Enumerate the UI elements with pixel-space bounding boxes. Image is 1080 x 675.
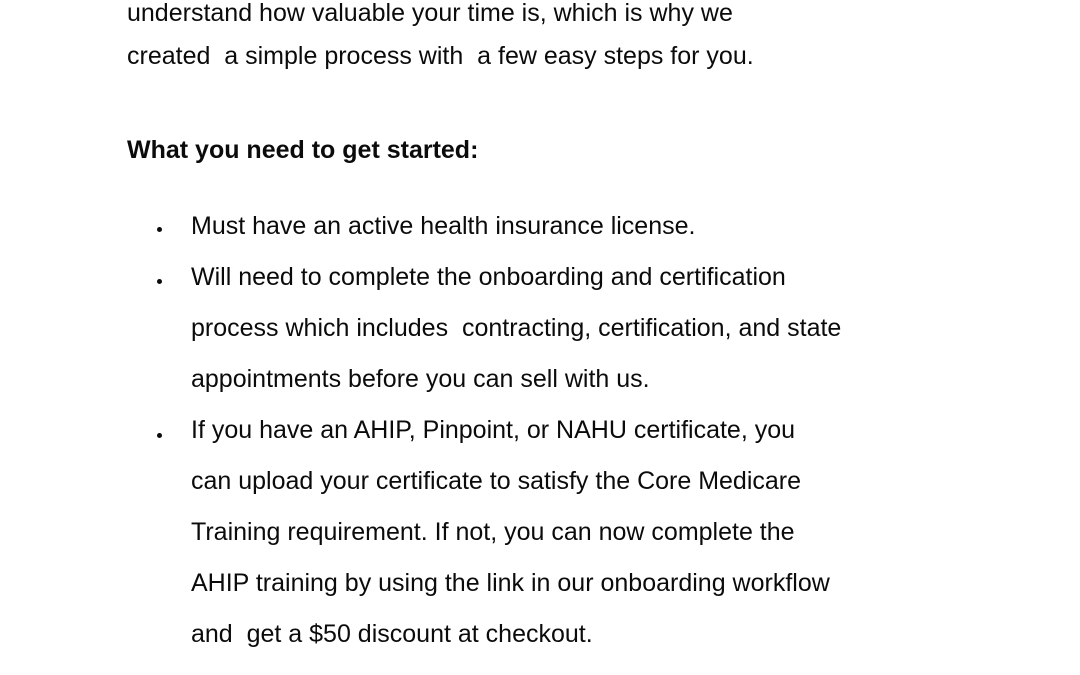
requirement-line: Must have an active health insurance license. [191, 212, 696, 240]
requirement-line: AHIP training by using the link in our onboarding workflow [191, 569, 830, 597]
intro-line-2: created a simple process with a few easy steps for you. [127, 42, 754, 70]
requirement-line: Will need to complete the onboarding and certification [191, 263, 786, 291]
requirement-line: and get a $50 discount at checkout. [191, 620, 593, 648]
requirement-line: appointments before you can sell with us. [191, 365, 650, 393]
bullet-icon [157, 433, 162, 438]
requirement-line: If you have an AHIP, Pinpoint, or NAHU certificate, you [191, 416, 796, 444]
requirement-line: process which includes contracting, certification, and state [191, 314, 842, 342]
bullet-icon [157, 279, 162, 284]
requirement-line: Training requirement. If not, you can now complete the [191, 518, 795, 546]
intro-line-1: understand how valuable your time is, which is why we [127, 0, 733, 27]
section-heading: What you need to get started: [127, 136, 479, 164]
bullet-icon [157, 227, 162, 232]
requirement-line: can upload your certificate to satisfy the Core Medicare [191, 467, 802, 495]
